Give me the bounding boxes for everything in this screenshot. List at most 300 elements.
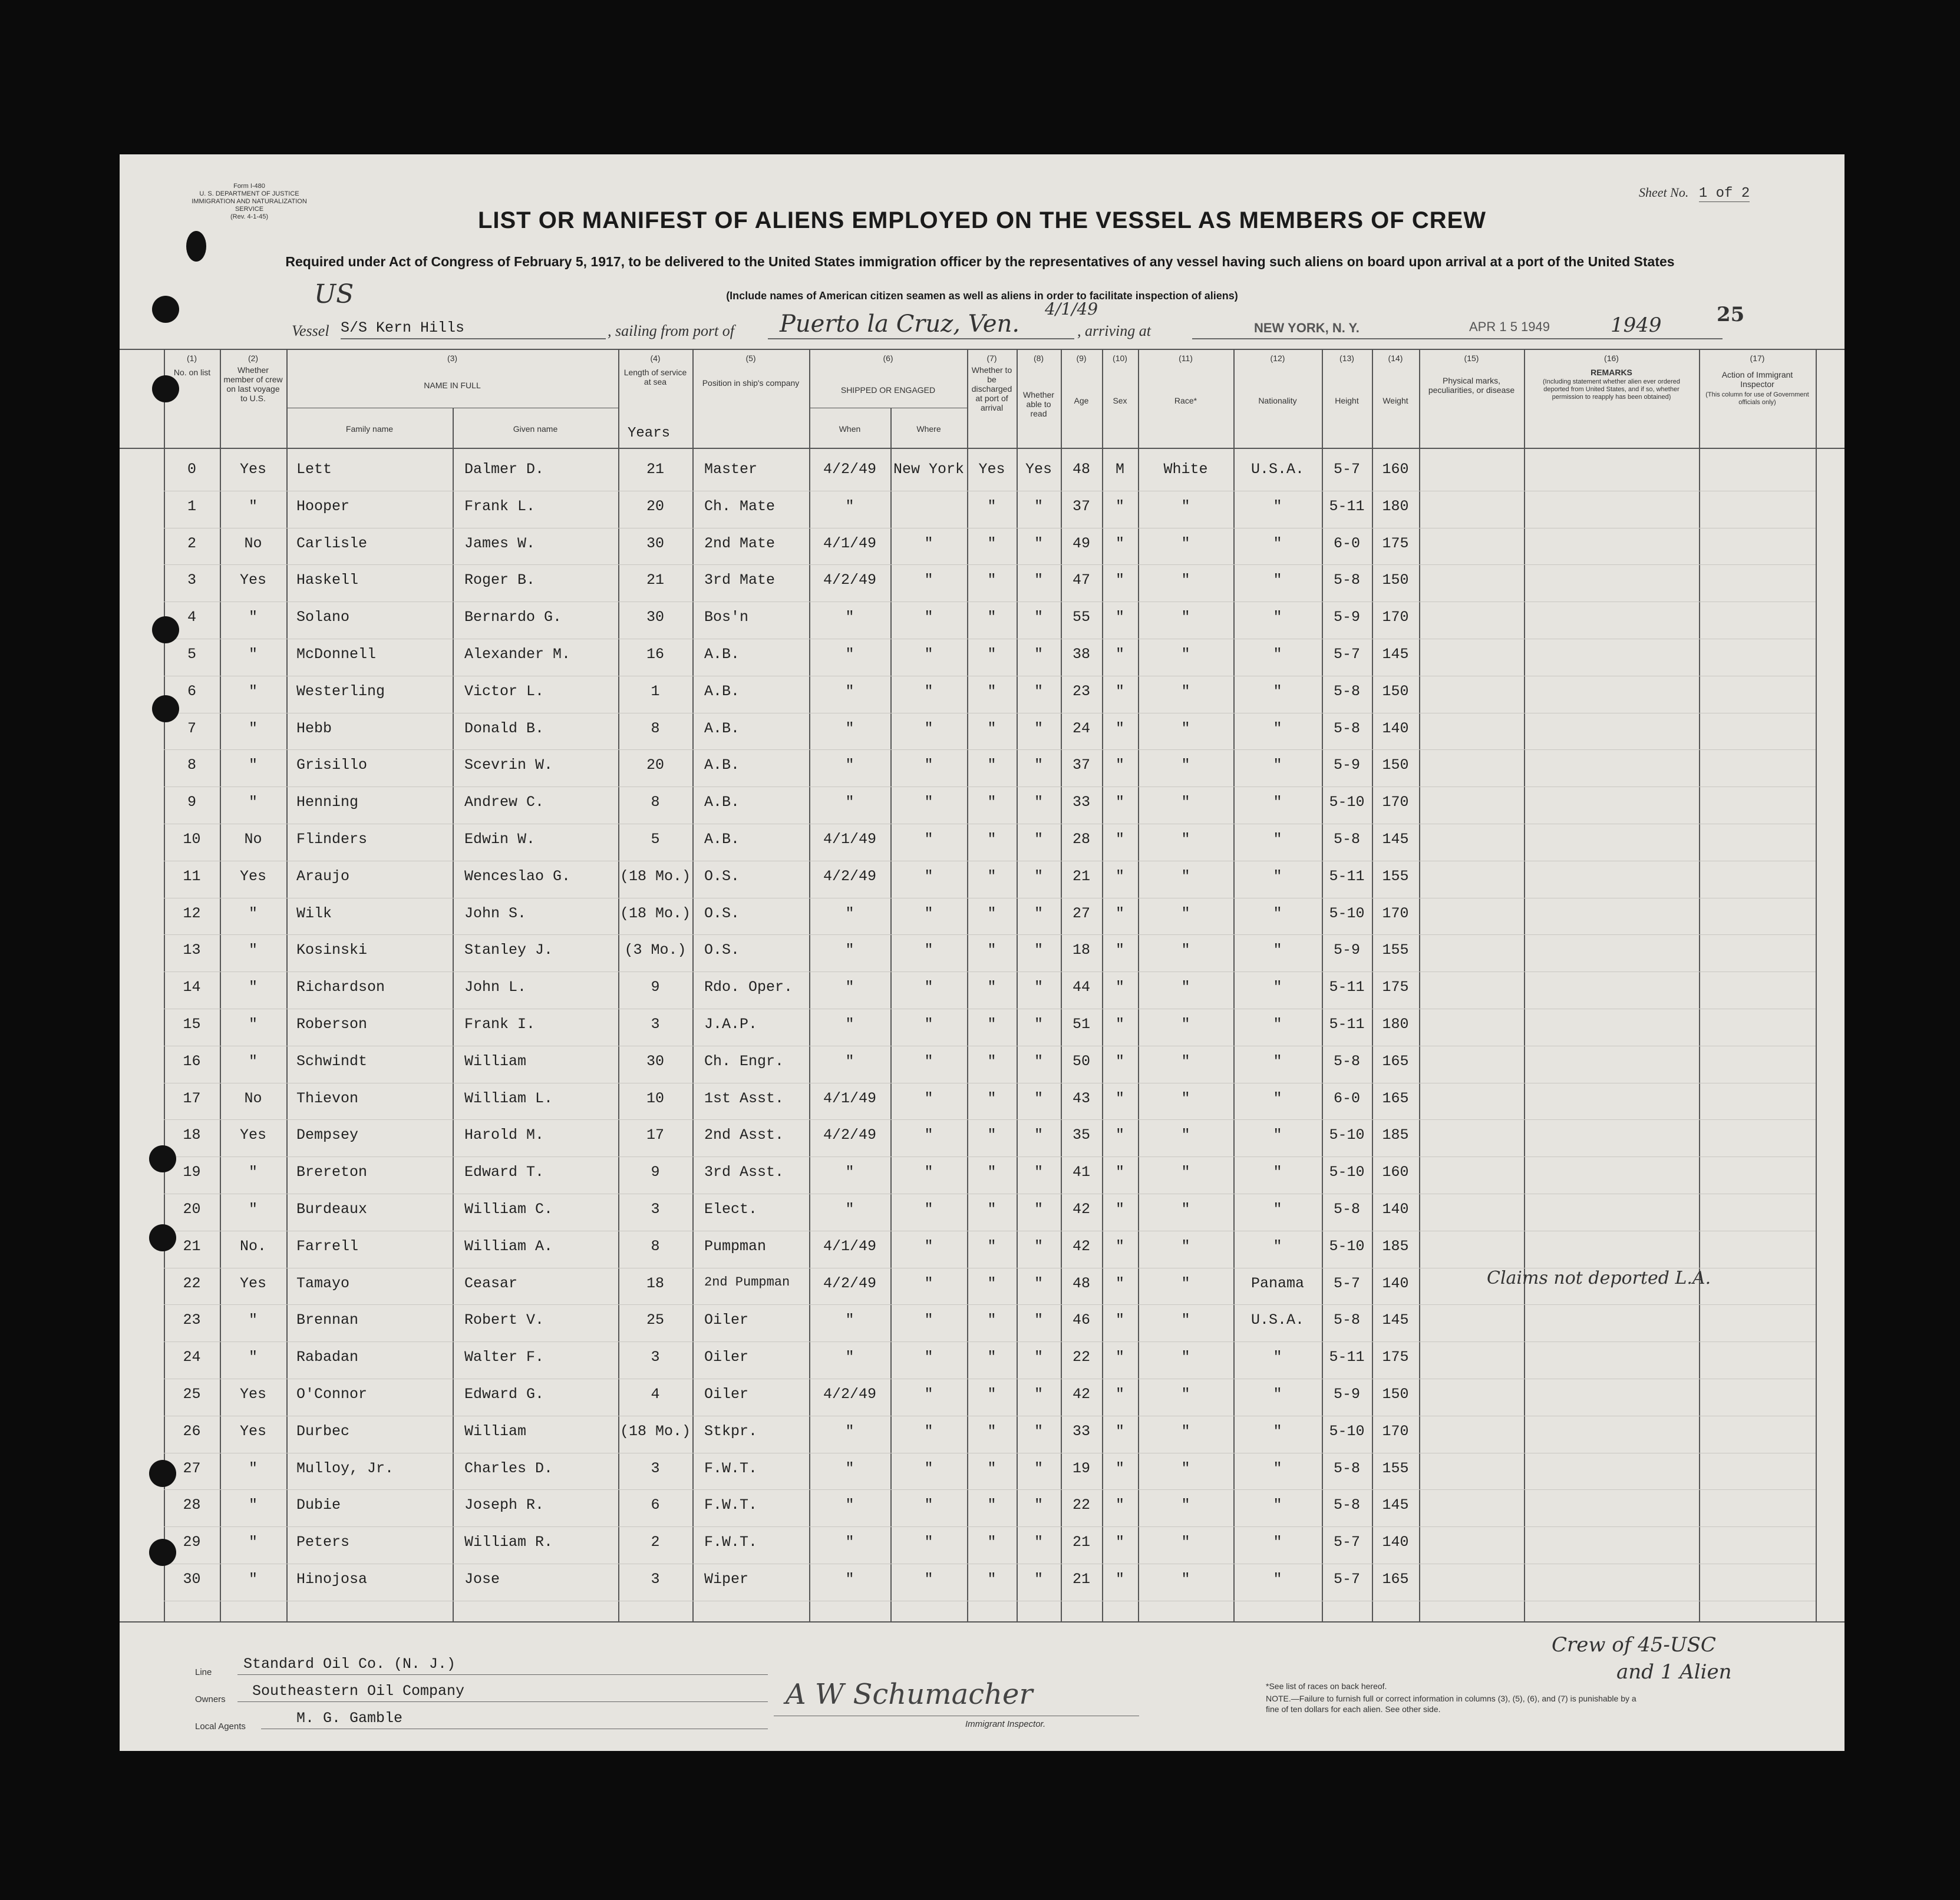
cell-nationality: " (1273, 646, 1282, 663)
cell-family: Araujo (296, 867, 350, 885)
cell-prev: " (248, 1052, 258, 1070)
cell-nationality: " (1273, 756, 1282, 774)
cell-family: Westerling (296, 682, 385, 700)
cell-no: 6 (187, 682, 196, 700)
cell-position: Rdo. Oper. (704, 979, 793, 996)
cell-given: John S. (464, 904, 527, 922)
cell-race: " (1181, 756, 1190, 774)
cell-service: 5 (651, 831, 660, 848)
cell-sex: " (1115, 1164, 1124, 1181)
cell-height: 5-11 (1329, 1016, 1365, 1033)
cell-sex: " (1115, 794, 1124, 811)
cell-nationality: " (1273, 904, 1282, 922)
cell-height: 5-9 (1333, 756, 1360, 774)
cell-read: " (1034, 831, 1043, 848)
departure-date: 4/1/49 (1045, 299, 1098, 319)
manifest-sheet (120, 154, 1844, 1751)
col-header-when: When (839, 424, 861, 434)
cell-where: " (924, 1349, 933, 1366)
col-border (692, 349, 694, 1623)
cell-weight: 145 (1382, 1311, 1409, 1329)
cell-nationality: " (1273, 1459, 1282, 1477)
cell-read: " (1034, 571, 1043, 589)
cell-no: 28 (183, 1496, 201, 1514)
cell-given: John L. (464, 979, 527, 996)
cell-sex: " (1115, 941, 1124, 959)
binder-hole (149, 1460, 176, 1487)
cell-age: 35 (1072, 1126, 1090, 1144)
cell-service: 9 (651, 1164, 660, 1181)
cell-sex: " (1115, 534, 1124, 552)
cell-height: 5-8 (1333, 719, 1360, 737)
cell-where: " (924, 1089, 933, 1107)
cell-where: " (924, 1237, 933, 1255)
cell-nationality: " (1273, 1237, 1282, 1255)
cell-no: 13 (183, 941, 201, 959)
cell-given: Harold M. (464, 1126, 545, 1144)
col-header-no: No. on list (173, 368, 211, 377)
cell-read: " (1034, 1386, 1043, 1403)
cell-position: A.B. (704, 831, 740, 848)
row-rule (164, 1119, 1816, 1120)
cell-service: 3 (651, 1016, 660, 1033)
cell-discharge: " (987, 1089, 997, 1107)
cell-given: Bernardo G. (464, 609, 562, 626)
cell-family: Rabadan (296, 1349, 359, 1366)
cell-given: William (464, 1422, 527, 1440)
cell-prev: No. (239, 1237, 266, 1255)
cell-weight: 145 (1382, 831, 1409, 848)
cell-given: Frank L. (464, 497, 536, 515)
cell-service: (3 Mo.) (624, 941, 687, 959)
cell-discharge: " (987, 534, 997, 552)
cell-weight: 170 (1382, 904, 1409, 922)
cell-position: Ch. Mate (704, 497, 776, 515)
cell-prev: " (248, 1349, 258, 1366)
cell-position: Ch. Engr. (704, 1052, 784, 1070)
col-header-nationality: Nationality (1258, 396, 1297, 405)
cell-nationality: " (1273, 794, 1282, 811)
cell-service: 30 (646, 609, 664, 626)
col-border (1524, 349, 1525, 1623)
cell-prev: No (244, 534, 262, 552)
ink-blot (186, 231, 206, 262)
cell-service: (18 Mo.) (619, 904, 691, 922)
line-label: Line (195, 1667, 212, 1677)
cell-read: " (1034, 1201, 1043, 1218)
cell-height: 5-8 (1333, 682, 1360, 700)
cell-age: 19 (1072, 1459, 1090, 1477)
row-rule (164, 1489, 1816, 1490)
row-rule (164, 564, 1816, 565)
cell-discharge: " (987, 1237, 997, 1255)
col-num-10: (10) (1113, 353, 1127, 363)
cell-no: 10 (183, 831, 201, 848)
cell-when: " (845, 1459, 854, 1477)
cell-age: 46 (1072, 1311, 1090, 1329)
cell-weight: 185 (1382, 1126, 1409, 1144)
cell-age: 50 (1072, 1052, 1090, 1070)
cell-discharge: " (987, 646, 997, 663)
cell-weight: 140 (1382, 1201, 1409, 1218)
cell-where: " (924, 794, 933, 811)
col-num-8: (8) (1033, 353, 1044, 363)
cell-race: " (1181, 609, 1190, 626)
cell-position: Stkpr. (704, 1422, 758, 1440)
cell-where: " (924, 609, 933, 626)
cell-where: " (924, 1201, 933, 1218)
binder-hole (149, 1145, 176, 1172)
cell-when: " (845, 756, 854, 774)
cell-race: " (1181, 682, 1190, 700)
cell-no: 8 (187, 756, 196, 774)
binder-hole (152, 616, 179, 643)
cell-discharge: " (987, 1311, 997, 1329)
cell-where: New York (893, 461, 965, 478)
cell-nationality: " (1273, 1496, 1282, 1514)
cell-sex: " (1115, 1089, 1124, 1107)
service-unit: Years (628, 425, 671, 441)
cell-age: 42 (1072, 1201, 1090, 1218)
cell-nationality: " (1273, 497, 1282, 515)
cell-discharge: " (987, 941, 997, 959)
cell-given: Edwin W. (464, 831, 536, 848)
cell-sex: " (1115, 1311, 1124, 1329)
cell-given: William C. (464, 1201, 553, 1218)
cell-family: Dubie (296, 1496, 341, 1514)
cell-when: " (845, 1016, 854, 1033)
cell-when: " (845, 719, 854, 737)
binder-hole (152, 296, 179, 323)
col-num-11: (11) (1179, 353, 1193, 363)
cell-nationality: " (1273, 571, 1282, 589)
cell-age: 37 (1072, 756, 1090, 774)
crew-note-line1: Crew of 45-USC (1552, 1633, 1716, 1657)
cell-sex: " (1115, 1349, 1124, 1366)
cell-read: " (1034, 497, 1043, 515)
cell-age: 22 (1072, 1496, 1090, 1514)
cell-when: 4/2/49 (823, 461, 876, 478)
cell-where: " (924, 904, 933, 922)
vessel-name: S/S Kern Hills (341, 319, 465, 336)
col-header-last-voyage: Whether member of crew on last voyage to U.S. (223, 365, 283, 403)
cell-read: " (1034, 904, 1043, 922)
cell-where: " (924, 756, 933, 774)
cell-race: " (1181, 867, 1190, 885)
cell-prev: " (248, 1496, 258, 1514)
form-number: Form I-480 (233, 183, 265, 190)
page-number: 25 (1717, 303, 1745, 326)
cell-where: " (924, 1126, 933, 1144)
cell-prev: " (248, 609, 258, 626)
vessel-label: Vessel (292, 322, 329, 339)
col-header-position: Position in ship's company (702, 378, 800, 388)
cell-sex: " (1115, 1016, 1124, 1033)
cell-discharge: " (987, 1126, 997, 1144)
cell-when: 4/2/49 (823, 1386, 876, 1403)
cell-when: " (845, 682, 854, 700)
row-rule (164, 934, 1816, 935)
cell-service: 1 (651, 682, 660, 700)
cell-given: Stanley J. (464, 941, 553, 959)
cell-service: 20 (646, 756, 664, 774)
cell-position: J.A.P. (704, 1016, 758, 1033)
cell-prev: Yes (239, 461, 266, 478)
col-border (1816, 349, 1817, 1623)
cell-family: Schwindt (296, 1052, 368, 1070)
sheet-value: 1 of 2 (1698, 186, 1750, 201)
cell-no: 26 (183, 1422, 201, 1440)
cell-discharge: " (987, 1534, 997, 1551)
cell-no: 25 (183, 1386, 201, 1403)
cell-nationality: " (1273, 867, 1282, 885)
cell-weight: 165 (1382, 1052, 1409, 1070)
cell-nationality: Panama (1250, 1274, 1304, 1292)
races-note: *See list of races on back hereof. (1266, 1681, 1387, 1691)
cell-when: " (845, 1164, 854, 1181)
cell-no: 24 (183, 1349, 201, 1366)
cell-prev: Yes (239, 867, 266, 885)
cell-nationality: " (1273, 941, 1282, 959)
cell-where: " (924, 571, 933, 589)
date-underline (1428, 338, 1723, 339)
cell-weight: 180 (1382, 1016, 1409, 1033)
cell-weight: 160 (1382, 461, 1409, 478)
cell-race: " (1181, 1349, 1190, 1366)
cell-height: 5-7 (1333, 646, 1360, 663)
cell-service: 8 (651, 794, 660, 811)
cell-family: Hooper (296, 497, 350, 515)
cell-position: Elect. (704, 1201, 758, 1218)
cell-nationality: " (1273, 1534, 1282, 1551)
cell-where: " (924, 646, 933, 663)
cell-position: 3rd Asst. (704, 1164, 784, 1181)
cell-height: 5-8 (1333, 831, 1360, 848)
cell-read: " (1034, 646, 1043, 663)
binder-hole (152, 375, 179, 402)
cell-no: 30 (183, 1571, 201, 1588)
cell-height: 5-10 (1329, 1126, 1365, 1144)
cell-where: " (924, 534, 933, 552)
cell-age: 48 (1072, 1274, 1090, 1292)
cell-race: " (1181, 1459, 1190, 1477)
cell-position: 2nd Asst. (704, 1126, 784, 1144)
cell-service: 3 (651, 1571, 660, 1588)
cell-age: 21 (1072, 867, 1090, 885)
cell-when: " (845, 646, 854, 663)
cell-weight: 155 (1382, 941, 1409, 959)
cell-sex: " (1115, 497, 1124, 515)
cell-race: " (1181, 1089, 1190, 1107)
cell-height: 5-11 (1329, 497, 1365, 515)
cell-when: 4/2/49 (823, 1274, 876, 1292)
cell-weight: 155 (1382, 1459, 1409, 1477)
cell-no: 2 (187, 534, 196, 552)
cell-position: F.W.T. (704, 1459, 758, 1477)
cell-family: Solano (296, 609, 350, 626)
cell-no: 9 (187, 794, 196, 811)
col-border (1419, 349, 1420, 1623)
cell-no: 15 (183, 1016, 201, 1033)
arrival-stamp: APR 1 5 1949 (1469, 319, 1550, 334)
cell-height: 5-10 (1329, 1164, 1365, 1181)
cell-where: " (924, 1274, 933, 1292)
cell-weight: 170 (1382, 794, 1409, 811)
cell-when: " (845, 794, 854, 811)
cell-when: " (845, 497, 854, 515)
owners-value: Southeastern Oil Company (252, 1683, 465, 1700)
cell-position: Pumpman (704, 1237, 767, 1255)
cell-prev: " (248, 979, 258, 996)
cell-prev: Yes (239, 1422, 266, 1440)
cell-race: " (1181, 1126, 1190, 1144)
cell-height: 5-8 (1333, 1052, 1360, 1070)
cell-age: 37 (1072, 497, 1090, 515)
cell-position: O.S. (704, 904, 740, 922)
cell-nationality: U.S.A. (1250, 461, 1304, 478)
cell-nationality: " (1273, 534, 1282, 552)
cell-nationality: " (1273, 1052, 1282, 1070)
cell-given: Jose (464, 1571, 500, 1588)
cell-position: O.S. (704, 867, 740, 885)
cell-age: 48 (1072, 461, 1090, 478)
cell-family: Tamayo (296, 1274, 350, 1292)
cell-no: 11 (183, 867, 201, 885)
cell-service: 16 (646, 646, 664, 663)
col-num-15: (15) (1464, 353, 1479, 363)
binder-hole (149, 1539, 176, 1566)
col-header-remarks: REMARKS (1591, 368, 1632, 377)
cell-height: 5-10 (1329, 1422, 1365, 1440)
cell-nationality: " (1273, 1571, 1282, 1588)
cell-position: F.W.T. (704, 1496, 758, 1514)
cell-family: Farrell (296, 1237, 359, 1255)
cell-prev: " (248, 1311, 258, 1329)
col-header-service: Length of service at sea (623, 368, 687, 386)
service: IMMIGRATION AND NATURALIZATION SERVICE (192, 198, 307, 213)
cell-age: 55 (1072, 609, 1090, 626)
cell-weight: 145 (1382, 646, 1409, 663)
cell-read: " (1034, 1089, 1043, 1107)
cell-family: Durbec (296, 1422, 350, 1440)
cell-weight: 175 (1382, 534, 1409, 552)
cell-height: 5-9 (1333, 941, 1360, 959)
cell-no: 23 (183, 1311, 201, 1329)
cell-service: 8 (651, 1237, 660, 1255)
cell-family: Brereton (296, 1164, 368, 1181)
col-header-age: Age (1074, 396, 1089, 405)
cell-height: 6-0 (1333, 534, 1360, 552)
cell-age: 42 (1072, 1386, 1090, 1403)
sailing-label: , sailing from port of (608, 322, 735, 339)
row-rule (164, 1341, 1816, 1342)
cell-discharge: " (987, 1459, 997, 1477)
cell-sex: " (1115, 1274, 1124, 1292)
cell-discharge: " (987, 1422, 997, 1440)
cell-read: " (1034, 1459, 1043, 1477)
col-num-1: (1) (186, 353, 197, 363)
cell-discharge: " (987, 719, 997, 737)
cell-height: 5-11 (1329, 979, 1365, 996)
cell-sex: M (1115, 461, 1124, 478)
cell-no: 16 (183, 1052, 201, 1070)
cell-when: 4/1/49 (823, 1089, 876, 1107)
cell-position: A.B. (704, 646, 740, 663)
cell-weight: 150 (1382, 571, 1409, 589)
cell-given: Scevrin W. (464, 756, 553, 774)
cell-weight: 170 (1382, 609, 1409, 626)
cell-discharge: " (987, 1349, 997, 1366)
cell-age: 22 (1072, 1349, 1090, 1366)
cell-sex: " (1115, 682, 1124, 700)
cell-height: 5-11 (1329, 867, 1365, 885)
cell-given: Andrew C. (464, 794, 545, 811)
cell-read: " (1034, 941, 1043, 959)
cell-prev: " (248, 1571, 258, 1588)
cell-no: 0 (187, 461, 196, 478)
departure-port: Puerto la Cruz, Ven. (780, 310, 1020, 338)
col-num-2: (2) (248, 353, 259, 363)
cell-position: A.B. (704, 682, 740, 700)
cell-discharge: " (987, 1164, 997, 1181)
cell-race: " (1181, 1201, 1190, 1218)
cell-given: Walter F. (464, 1349, 545, 1366)
cell-nationality: " (1273, 979, 1282, 996)
cell-position: Master (704, 461, 758, 478)
arrival-port: NEW YORK, N. Y. (1254, 320, 1360, 335)
row-rule (164, 1304, 1816, 1305)
cell-weight: 140 (1382, 719, 1409, 737)
cell-given: William A. (464, 1237, 553, 1255)
revision: (Rev. 4-1-45) (230, 213, 268, 220)
cell-weight: 150 (1382, 682, 1409, 700)
cell-prev: " (248, 1459, 258, 1477)
cell-family: Thievon (296, 1089, 359, 1107)
cell-discharge: " (987, 831, 997, 848)
cell-no: 14 (183, 979, 201, 996)
cell-service: 3 (651, 1201, 660, 1218)
cell-discharge: Yes (978, 461, 1005, 478)
cell-prev: " (248, 1164, 258, 1181)
cell-sex: " (1115, 867, 1124, 885)
cell-when: 4/1/49 (823, 1237, 876, 1255)
cell-where: " (924, 1164, 933, 1181)
cell-service: (18 Mo.) (619, 1422, 691, 1440)
cell-when: 4/2/49 (823, 867, 876, 885)
col-num-7: (7) (986, 353, 997, 363)
cell-position: A.B. (704, 794, 740, 811)
cell-height: 5-10 (1329, 904, 1365, 922)
cell-prev: " (248, 756, 258, 774)
cell-race: " (1181, 1534, 1190, 1551)
cell-service: 2 (651, 1534, 660, 1551)
col-header-weight: Weight (1382, 396, 1408, 405)
cell-discharge: " (987, 979, 997, 996)
cell-position: 1st Asst. (704, 1089, 784, 1107)
cell-service: 8 (651, 719, 660, 737)
cell-race: " (1181, 979, 1190, 996)
cell-when: " (845, 1422, 854, 1440)
cell-family: Hinojosa (296, 1571, 368, 1588)
cell-given: Dalmer D. (464, 461, 545, 478)
col-num-6: (6) (883, 353, 893, 363)
cell-prev: " (248, 941, 258, 959)
cell-family: Flinders (296, 831, 368, 848)
cell-where: " (924, 1386, 933, 1403)
cell-family: Henning (296, 794, 359, 811)
cell-given: Donald B. (464, 719, 545, 737)
cell-prev: " (248, 1201, 258, 1218)
